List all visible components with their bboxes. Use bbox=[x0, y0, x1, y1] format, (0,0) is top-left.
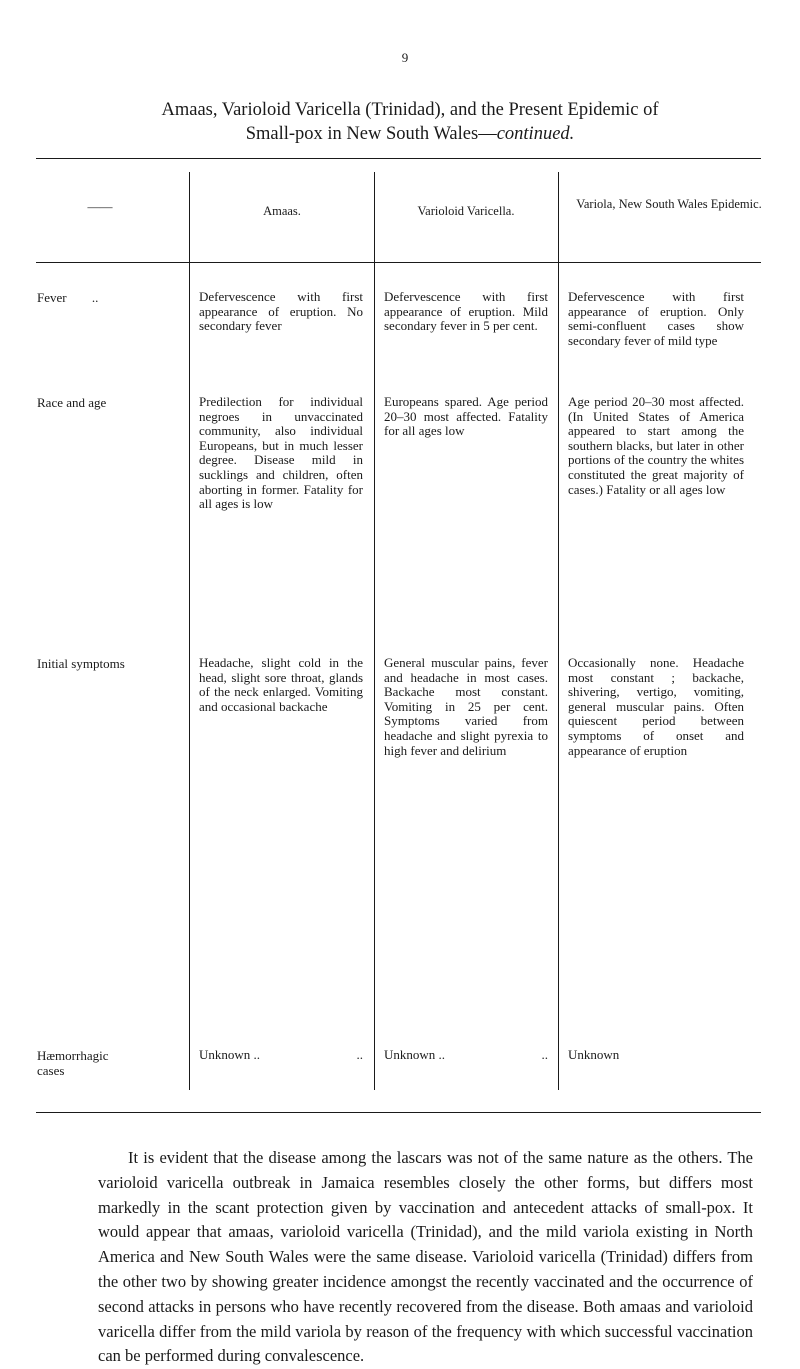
column-divider-1 bbox=[189, 172, 190, 1090]
title-line-2 bbox=[70, 122, 750, 146]
header-bottom-rule bbox=[36, 262, 761, 263]
cell-fever-varioloid: Defervescence with first appearance of eruption. Mild secondary fever in 5 per cent. bbox=[384, 289, 548, 334]
table-bottom-rule bbox=[36, 1112, 761, 1113]
row-label-race-and-age: Race and age bbox=[37, 395, 107, 410]
cell-fever-amaas: Defervescence with first appearance of eruption. No secondary fever bbox=[199, 289, 363, 334]
title-line-2-text: Small-pox in New South Wales— bbox=[245, 124, 497, 144]
cell-race-variola: Age period 20–30 most affected. (In United States of America appeared to start among the southern blacks, but later in other portions of the country the whites constituted the great majority of cases.) Fatality or all ages low bbox=[568, 394, 744, 497]
page-number: 9 bbox=[401, 50, 409, 65]
column-divider-2 bbox=[374, 172, 375, 1090]
title-continued: continued. bbox=[496, 124, 575, 144]
cell-fever-variola: Defervescence with first appearance of eruption. Only semi-confluent cases show secondary fever of mild type bbox=[568, 289, 744, 348]
cell-race-varioloid: Europeans spared. Age period 20–30 most affected. Fatality for all ages low bbox=[384, 394, 548, 439]
cell-haemorrhagic-amaas: Unknown .. .. bbox=[199, 1047, 363, 1062]
header-varioloid-varicella: Varioloid Varicella. bbox=[417, 204, 515, 218]
table-top-rule bbox=[36, 158, 761, 159]
row-label-initial-symptoms: Initial symptoms bbox=[37, 656, 125, 671]
row-label-fever: Fever .. bbox=[37, 290, 99, 305]
cell-symptoms-amaas: Headache, slight cold in the head, slight sore throat, glands of the neck enlarged. Vomiting and occasional backache bbox=[199, 655, 363, 714]
header-variola-nsw: Variola, New South Wales Epidemic. bbox=[576, 197, 762, 211]
page-title bbox=[70, 98, 750, 146]
cell-symptoms-varioloid: General muscular pains, fever and headache in most cases. Backache most constant. Vomiting in 25 per cent. Symptoms varied from headache and slight pyrexia to high fever and delirium bbox=[384, 655, 548, 758]
cell-symptoms-variola: Occasionally none. Headache most constant ; backache, shivering, vertigo, vomiting, general muscular pains. Often quiescent period between symptoms of onset and appearance of eruption bbox=[568, 655, 744, 758]
cell-haemorrhagic-variola: Unknown bbox=[568, 1047, 620, 1062]
header-label-dash: —— bbox=[87, 200, 113, 214]
body-paragraph: It is evident that the disease among the lascars was not of the same nature as the others. The varioloid varicella outbreak in Jamaica resembles closely the other forms, but differs most markedly in the scant protection given by vaccination and antecedent attacks of small-pox. It would appear that amaas, varioloid varicella (Trinidad), and the mild variola existing in North America and New South Wales were the same disease. Varioloid varicella (Trinidad) differs from the other two by showing greater incidence amongst the recently vaccinated and the occurrence of second attacks in persons who have recently recovered from the disease. Both amaas and varioloid varicella differ from the mild variola by reason of the frequency with which successful vaccination can be performed during convalescence. bbox=[98, 1148, 753, 1366]
title-line-1: Amaas, Varioloid Varicella (Trinidad), and the Present Epidemic of bbox=[161, 100, 659, 120]
row-label-haemorrhagic-cases: Hæmorrhagic cases bbox=[37, 1048, 109, 1078]
header-amaas: Amaas. bbox=[263, 204, 301, 218]
cell-haemorrhagic-varioloid: Unknown .. .. bbox=[384, 1047, 548, 1062]
cell-race-amaas: Predilection for individual negroes in unvaccinated community, also individual Europeans, but in much lesser degree. Disease mild in sucklings and children, often aborting in former. Fatality for all ages is low bbox=[199, 394, 363, 512]
column-divider-3 bbox=[558, 172, 559, 1090]
